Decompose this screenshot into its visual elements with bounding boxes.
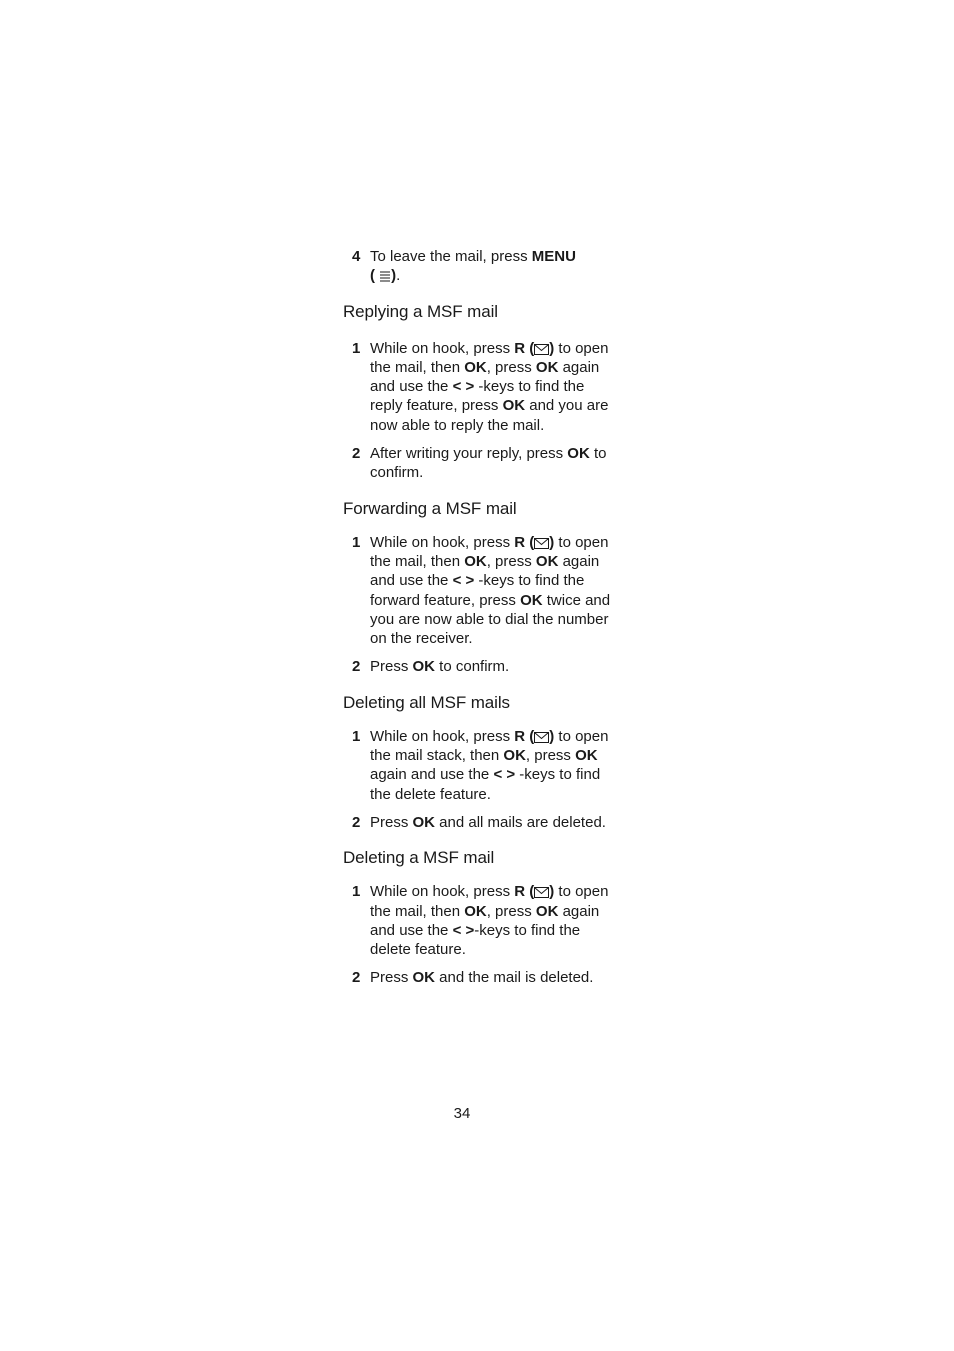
delete-one-step-1: 1 While on hook, press R ( ) to open the mail, then OK, press OK again and use the < >-keys to find the delete feature. — [352, 883, 609, 959]
manual-column — [343, 247, 618, 988]
step-number: 2 — [352, 658, 361, 676]
step-number: 1 — [352, 339, 361, 357]
step-number: 1 — [352, 883, 361, 901]
step-number: 2 — [352, 445, 361, 463]
step-number: 2 — [352, 813, 361, 831]
forward-step-2: 2 Press OK to confirm. — [352, 658, 510, 676]
reply-step-1: 1 While on hook, press R ( ) to open the mail, then OK, press OK again and use the < > -keys to find the reply feature, press OK and you are now able to reply the mail. — [352, 339, 609, 434]
delete-all-step-2: 2 Press OK and all mails are deleted. — [352, 813, 606, 831]
step-leave-mail: 4 To leave the mail, press MENU ( ). — [352, 248, 576, 285]
envelope-icon — [534, 538, 549, 549]
step-number: 1 — [352, 533, 361, 551]
section-heading-replying: Replying a MSF mail — [343, 301, 498, 321]
menu-icon — [379, 270, 391, 282]
envelope-icon — [534, 732, 549, 743]
step-number: 1 — [352, 727, 361, 745]
section-heading-deleting-one: Deleting a MSF mail — [343, 848, 495, 868]
section-heading-deleting-all: Deleting all MSF mails — [343, 692, 510, 712]
forward-step-1: 1 While on hook, press R ( ) to open the mail, then OK, press OK again and use the < > -keys to find the forward feature, press OK twice and you are now able to dial the number on the receiver. — [352, 533, 611, 648]
section-heading-forwarding: Forwarding a MSF mail — [343, 498, 517, 518]
page-number: 34 — [453, 1105, 471, 1122]
delete-one-step-2: 2 Press OK and the mail is deleted. — [352, 969, 594, 987]
delete-all-step-1: 1 While on hook, press R ( ) to open the mail stack, then OK, press OK again and use the < > -keys to find the delete feature. — [352, 727, 609, 803]
step-number: 2 — [352, 969, 361, 987]
envelope-icon — [534, 344, 549, 355]
step-number: 4 — [352, 248, 361, 265]
envelope-icon — [534, 887, 549, 898]
reply-step-2: 2 After writing your reply, press OK to confirm. — [352, 445, 607, 482]
